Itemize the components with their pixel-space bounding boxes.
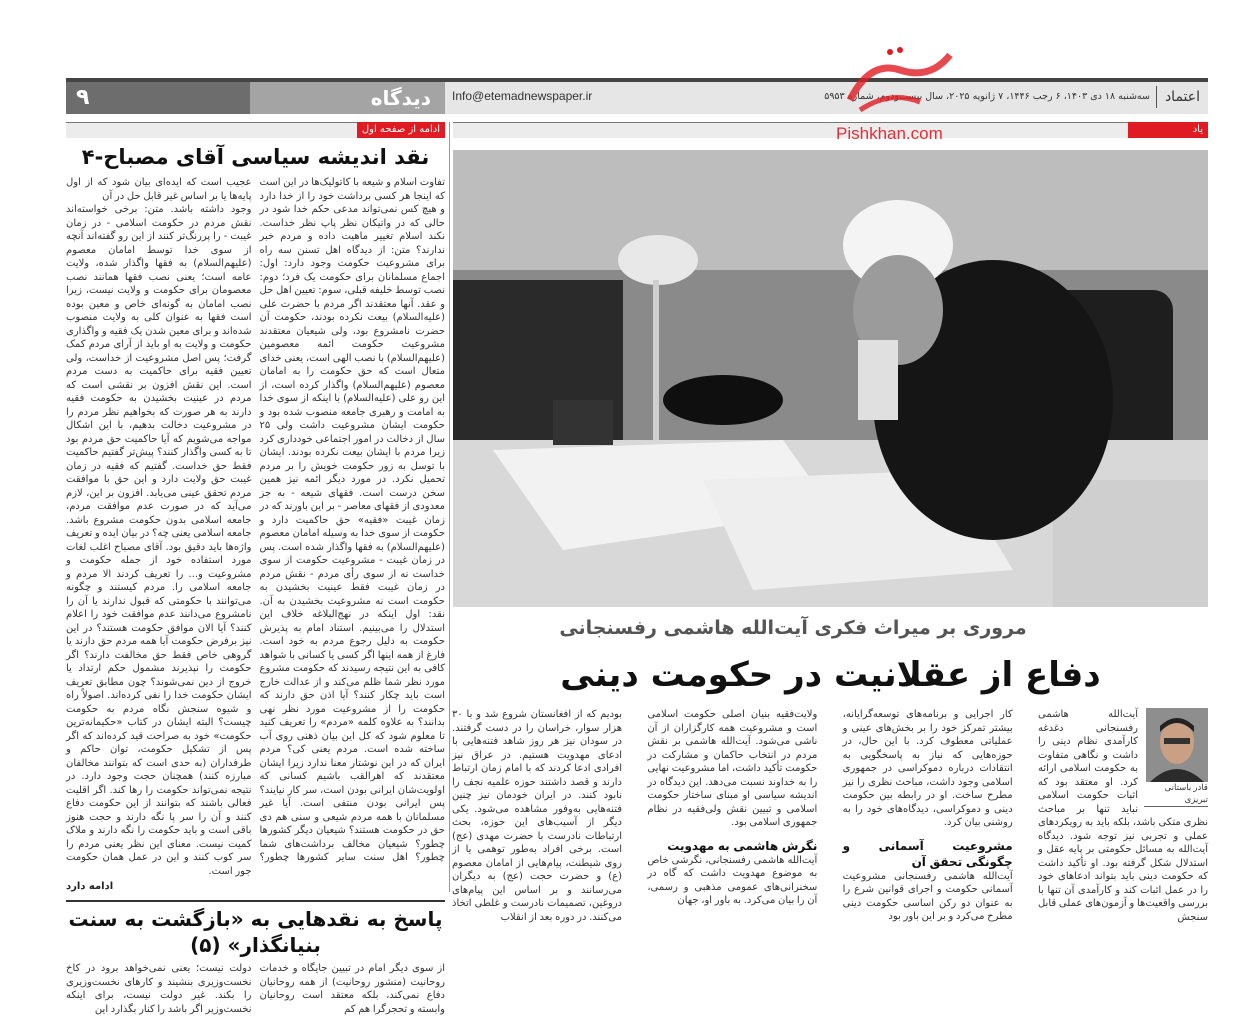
newspaper-logo: اعتماد <box>1156 86 1200 108</box>
watermark-url: Pishkhan.com <box>836 124 943 143</box>
article-column: دولت نیست؛ یعنی نمی‌خواهد برود در کاخ نخست‌وزیری بنشیند و کارهای نخست‌وزیری را بکند. غیر دولت نیست، برای اینکه نخست‌وزیر اگر باشد را کنار بگذارد این <box>66 963 252 1015</box>
article-body <box>66 962 445 1016</box>
article-column: وجود داشته باشد. متن: برخی خواسته‌اند نقش مردم در حکومت اسلامی - در زمان غیبت - را پررنگ‌تر کنند از این رو گفته‌اند آنچه از سوی خدا توسط امامان معصوم (علیهم‌السلام) به فقها واگذار شده، ولایت عامه است؛ یعنی نصب فقها همانند نصب معصومان برای حکومت و ولایت نیست، زیرا نصب امامان به گونه‌ای خاص و معین بوده است فقها به عنوان کلی به ولایت منصوب شده‌اند و برای معین شدن یک فقیه و واگذاری حکومت و ولایت به او باید از آرای مردم کمک گرفت؛ پس اصل مشروعیت از خداست، ولی تعیین فقیه برای حاکمیت به دست مردم است. این نقش افزون بر نقشی است که مردم در عینیت بخشیدن به حکومت فقیه دارند به هر صورت که بخواهیم نظر مردم را در مشروعیت دخالت بدهیم، با این اشکال مواجه می‌شویم که آیا حاکمیت حق مردم بود تا به کسی واگذار کنند؟ پیش‌تر گفتیم حاکمیت فقط حق خداست. گفتیم که فقیه در زمان غیبت حق ولایت دارد و این حق با موافقت مردم تحقق عینی می‌یابد. افزون بر این، لازم می‌آید که در صورت عدم موافقت مردم، جامعه اسلامی بدون حکومت مشروع باشد. جامعه اسلامی یعنی چه؟ در بیان ایده و تعریف واژه‌ها باید دقیق بود. آقای مصباح اغلب لغات مورد استفاده خود از جمله حکومت و مشروعیت و... را تعریف کردند الا مردم و جامعه اسلامی را. مردم کیستند و چگونه می‌توانند با حکومتی که قبول ندارند یا آن را نامشروع می‌دانند عدم موافقت خود را اعلام کنند؟ آیا الان موافق حکومت هستند؟ در این نیز برفرض حکومت آیا همه مردم حق دارند یا گروهی خاص فقط حق مخالفت دارند؟ اگر حکومت را نپذیرند مشمول حکم ارتداد یا خروج از دین نمی‌شوند؟ چون مطابق تعریف ایشان حکومت خدا را نفی کرده‌اند. اصولاً راه و شیوه سنجش نگاه مردم به حکومت چیست؟ البته ایشان در کتاب «حکیمانه‌ترین حکومت» خود به صراحت قید کرده‌اند که اگر پس از تشکیل حکومت، توان حاکم و طرفداران (به حدی است که بتوانند مخالفان مبارزه کنند) همچنان حجت وجود دارد. در نتیجه نمی‌تواند حکومت را رها کند. اگر اقلیت فعالی باشند که بتوانند از این حکومت دفاع کنند و آن را سر پا نگه دارند و حجت هنوز باقی است و باید حکومت را نگه دارند و ملاک کمیت نیست. معنای این نظر یعنی مردم را سر کوب کنند و این در عمل همان حکومت جور است. <box>66 204 252 877</box>
column-text: ولایت‌فقیه بنیان اصلی حکومت اسلامی است و مشروعیت همه کارگزاران از آن ناشی می‌شود. آیت‌الله هاشمی بر نقش مردم در انتخاب حاکمان و مشارکت در حکومت تأکید داشت، اما مشروعیت نهایی را به خداوند نسبت می‌دهد. این دیدگاه در اندیشه سیاسی او مبنای ساختار حکومت اسلامی و تبیین نقش ولی‌فقیه در نظام جمهوری اسلامی بود. <box>647 709 818 828</box>
email-link[interactable]: Info@etemadnewspaper.ir <box>452 89 593 103</box>
main-photo <box>453 150 1208 607</box>
section-title: دیدگاه <box>250 82 445 114</box>
date-line: سه‌شنبه ۱۸ دی ۱۴۰۳، ۶ رجب ۱۴۴۶، ۷ ژانویه ۲۰۲۵، سال بیست‌ودوم، شماره ۵۹۵۳ <box>824 91 1150 102</box>
author-name: قادر باستانی تبریزی <box>1144 782 1208 807</box>
column-text: آیت‌الله هاشمی رفسنجانی مشروعیت آسمانی حکومت و اجرای قوانین شرع را به عنوان دو رکن اساسی حکومت دینی مطرح می‌کرد و بر این باور بود <box>842 870 1013 922</box>
watermark-logo <box>830 40 960 120</box>
column-text: آیت‌الله هاشمی رفسنجانی دغدغه کارآمدی نظام دینی را داشت و نگاهی متفاوت به حکومت اسلامی ارائه کرد. او معتقد بود که اثبات حکومت اسلامی نباید تنها بر مباحث نظری متکی باشد، بلکه باید به رویکردهای عملی و تجربی نیز توجه شود. دیدگاه آیت‌الله به مسائل حکومتی بر پایه عقل و استدلال شکل گرفته بود. او تأکید داشت که حکومت دینی باید بتواند ادعاهای خود را در عمل اثبات کند و کارآمدی آن تنها با بررسی واقعیت‌ها و آزمون‌های عملی قابل سنجش <box>1037 709 1208 923</box>
article-column: تفاوت اسلام و شیعه با کاتولیک‌ها در این است که اینجا هر کسی برداشت خود را از خدا دارد و هیچ کس نمی‌تواند مدعی حکم خدا شود در حالی که در واتیکان نظر پاپ نظر خداست. نکند اسلام تغییر ماهیت داده و مردم خبر ندارند؟ متن: از دیدگاه اهل تسنن سه راه برای مشروعیت حکومت وجود دارد: اول: اجماع مسلمانان برای حکومت یک فرد؛ دوم: نصب توسط خلیفه قبلی، سوم: تعیین اهل حل و عقد. آنها معتقدند اگر مردم با حضرت علی (علیه‌السلام) بیعت نکرده بودند، حکومت آن حضرت نامشروع بود، ولی شیعیان معتقدند مشروعیت حکومت ائمه معصومین (علیهم‌السلام) با نصب الهی است، یعنی خدای متعال است که حق حکومت را به امامان معصوم (علیهم‌السلام) واگذار کرده است، از این رو علی (علیه‌السلام) با اینکه از سوی خدا به امامت و رهبری جامعه منصوب شده بود و حکومت ایشان مشروعیت داشت ولی ۲۵ سال از دخالت در امور اجتماعی خودداری کرد زیرا مردم با ایشان بیعت نکرده بودند. ایشان با توسل به زور حکومت خویش را بر مردم تحمیل نکرد. در مورد دیگر ائمه نیز همین سخن درست است. فقهای شیعه - به جز معدودی از فقهای معاصر - بر این باورند که در زمان غیبت «فقیه» حق حاکمیت دارد و حکومت از سوی خدا به وسیله امامان معصوم (علیهم‌السلام) به فقها واگذار شده است. پس در زمان غیبت - مشروعیت حکومت از سوی خداست نه از سوی رأی مردم - نقش مردم در زمان غیبت فقط عینیت بخشیدن به حکومت است نه مشروعیت بخشیدن به آن. نقد: اول اینکه در نهج‌البلاغه خلاف این استدلال را می‌بینیم. استناد امام به پذیرش حکومت به دلیل رجوع مردم به خود است. فارغ از همه اینها اگر کسی یا کسانی با شواهد کافی به این نتیجه رسیدند که حکومت مشروع مورد نظر شما ظلم می‌کند و از عدالت خارج است باید چکار کنند؟ آیا اذن حق دارند که حکومت را از مشروعیت مورد نظر نهی بدانند؟ به علاوه کلمه «مردم» را تعریف کنید تا معلوم شود که کل این بیان ذهنی روی آب ساخته شده است. مردم یعنی کی؟ مردم ایران که در این نوشتار معنا ندارد زیرا ایشان معتقدند که اهرالقب باشیم کسانی که اولویت‌شان ایرانی بودن است، سر کار نیایند؟ پس ایرانی بودن منتفی است. آیا غیر مسلمانان با همه مردم شیعی و سنی هم دی حق در حکومت هستند؟ شیعیان دیگر کشورها چطور؟ شیعیان مخالف برداشت‌های شما چطور؟ اهل سنت سایر کشورها چطور؟ عجیب است که ایده‌ای بیان شود که از اول پایه‌ها یا بر اساس غیر قابل حل در آن <box>66 177 445 863</box>
headline: دفاع از عقلانیت در حکومت دینی <box>560 655 1101 695</box>
author-photo <box>1146 708 1208 782</box>
left-section-bar <box>66 122 445 138</box>
article-column <box>647 708 817 908</box>
divider <box>66 900 445 902</box>
article-column: از سوی دیگر امام در تبیین جایگاه و خدمات روحانیت (منشور روحانیت) از همه روحانیان دفاع نمی‌کند، بلکه معتقد است روحانیان وابسته و تحجرگرا هم کم <box>259 963 445 1015</box>
column-divider <box>449 122 450 892</box>
column-text: بودیم که از افغانستان شروع شد و با ۳۰ هزار سوار، خراسان را در دست گرفتند. در سودان نیز هر روز شاهد فتنه‌هایی با ادعای مهدویت هستیم. در عراق نیز افرادی ادعا کردند که با امام زمان ارتباط دارند و قصد داشتند حوزه علمیه نجف را نابود کنند. در ایران خودمان نیز چنین فتنه‌هایی به‌وفور مشاهده می‌شود. یکی دیگر از آسیب‌های این حوزه، بحث ارتباطات نادرست با حضرت مهدی (عج) است. برخی افراد به‌طور توهمی یا از روی شیطنت، پیام‌هایی از امامان معصوم (ع) و حضرت حجت (عج) به دیگران می‌رسانند و بر اساس این پیام‌های دروغین، تصمیمات نادرست و غلطی اتخاذ می‌کنند. در دوره بعد از انقلاب <box>452 709 622 923</box>
subheading: مشروعیت آسمانی و چگونگی تحقق آن <box>842 838 1013 869</box>
article-column <box>843 708 1013 924</box>
right-section-bar <box>453 122 1208 138</box>
article-title: پاسخ به نقدهایی به «بازگشت به سنت بنیانگذار» (۵) <box>68 907 443 957</box>
column-text: کار اجرایی و برنامه‌های توسعه‌گرایانه، بیشتر تمرکز خود را بر بخش‌های عینی و عملیاتی معطوف کرد. با این حال، در حوزه‌هایی که نیاز به پاسخگویی به انتقادات درباره دموکراسی در جمهوری اسلامی وجود داشت، مباحث نظری را نیز مطرح ساخت. او در رابطه بین حکومت دینی و دموکراسی، دیدگاه‌های خود را به روشنی بیان کرد. <box>842 709 1013 828</box>
page-header <box>66 78 1208 114</box>
subheading: نگرش هاشمی به مهدویت <box>667 838 818 853</box>
memorial-label: یاد <box>1128 122 1208 138</box>
left-section <box>66 142 445 1016</box>
kicker: مروری بر میراث فکری آیت‌الله هاشمی رفسنجانی <box>559 617 1027 639</box>
column-text: آیت‌الله هاشمی رفسنجانی، نگرشی خاص به موضوع مهدویت داشت که گاه در سخنرانی‌های عمومی مذهبی و رسمی، آن را بیان می‌کرد. به باور او، جهان <box>647 854 818 906</box>
author-box <box>1144 708 1208 807</box>
article-body <box>66 176 445 878</box>
article-title: نقد اندیشه سیاسی آقای مصباح-۴ <box>81 145 430 169</box>
continued-note: ادامه دارد <box>66 881 114 892</box>
page-number: ۹ <box>66 82 250 114</box>
continued-label: ادامه از صفحه اول <box>357 122 445 138</box>
